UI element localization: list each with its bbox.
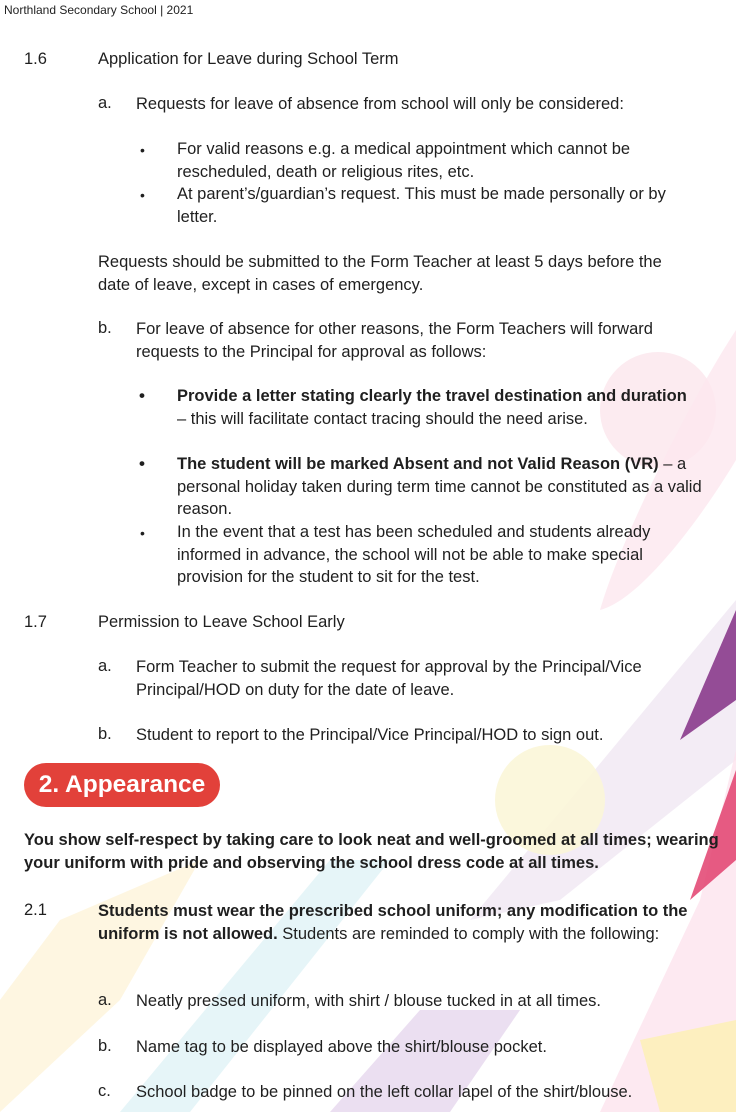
bullet-text: At parent’s/guardian’s request. This must be made personally or by letter. [177, 185, 666, 226]
bullet-text: For valid reasons e.g. a medical appointment which cannot be rescheduled, death or religious rites, etc. [177, 140, 631, 181]
section-badge-appearance: 2. Appearance [24, 763, 220, 807]
item-text: Name tag to be displayed above the shirt/blouse pocket. [136, 1038, 547, 1056]
item-letter: c. [98, 1082, 111, 1100]
bullet-rest-text: – this will facilitate contact tracing should the need arise. [177, 409, 588, 428]
section-2-1-bold: Students must wear the prescribed school uniform; any modification to the uniform is not allowed. [98, 902, 688, 943]
item-letter: a. [98, 991, 112, 1009]
item-letter: b. [98, 319, 112, 337]
bullet-icon: • [139, 386, 145, 405]
item-letter: b. [98, 725, 112, 743]
section-title-leave-term: Application for Leave during School Term [98, 50, 399, 68]
item-letter: b. [98, 1037, 112, 1055]
paragraph: Requests should be submitted to the Form Teacher at least 5 days before the date of leave, except in cases of emergency. [98, 253, 662, 294]
item-text: Neatly pressed uniform, with shirt / blouse tucked in at all times. [136, 992, 601, 1010]
section-number-1-6: 1.6 [24, 50, 47, 68]
bullet-bold-text: The student will be marked Absent and not Valid Reason (VR) [177, 455, 659, 473]
section-lead-text: You show self-respect by taking care to look neat and well-groomed at all times; wearing your uniform with pride and observing the school dress code at all times. [24, 831, 719, 872]
item-text: Student to report to the Principal/Vice Principal/HOD to sign out. [136, 726, 604, 744]
item-letter: a. [98, 657, 112, 675]
item-text: Form Teacher to submit the request for approval by the Principal/Vice Principal/HOD on duty for the date of leave. [136, 658, 642, 699]
item-text: Requests for leave of absence from school will only be considered: [136, 95, 624, 113]
item-letter: a. [98, 94, 112, 112]
bullet-rest-text: – a personal holiday taken during term time cannot be constituted as a valid reason. [177, 455, 702, 518]
document-header: Northland Secondary School | 2021 [4, 3, 194, 17]
section-2-1-rest: Students are reminded to comply with the following: [282, 924, 660, 943]
item-text: For leave of absence for other reasons, the Form Teachers will forward requests to the Principal for approval as follows: [136, 320, 653, 361]
bullet-text [177, 385, 707, 430]
section-2-1-text [98, 900, 688, 945]
bullet-icon: • [140, 525, 145, 541]
bullet-icon: • [140, 142, 145, 158]
section-title-leave-early: Permission to Leave School Early [98, 613, 345, 631]
item-text: School badge to be pinned on the left collar lapel of the shirt/blouse. [136, 1083, 633, 1101]
section-number-2-1: 2.1 [24, 901, 47, 919]
bullet-text [177, 453, 707, 521]
bullet-text: In the event that a test has been scheduled and students already informed in advance, the school will not be able to make special provision for the student to sit for the test. [177, 523, 651, 586]
bullet-bold-text: Provide a letter stating clearly the travel destination and duration [177, 387, 687, 405]
bullet-icon: • [139, 454, 145, 473]
bullet-icon: • [140, 187, 145, 203]
section-number-1-7: 1.7 [24, 613, 47, 631]
